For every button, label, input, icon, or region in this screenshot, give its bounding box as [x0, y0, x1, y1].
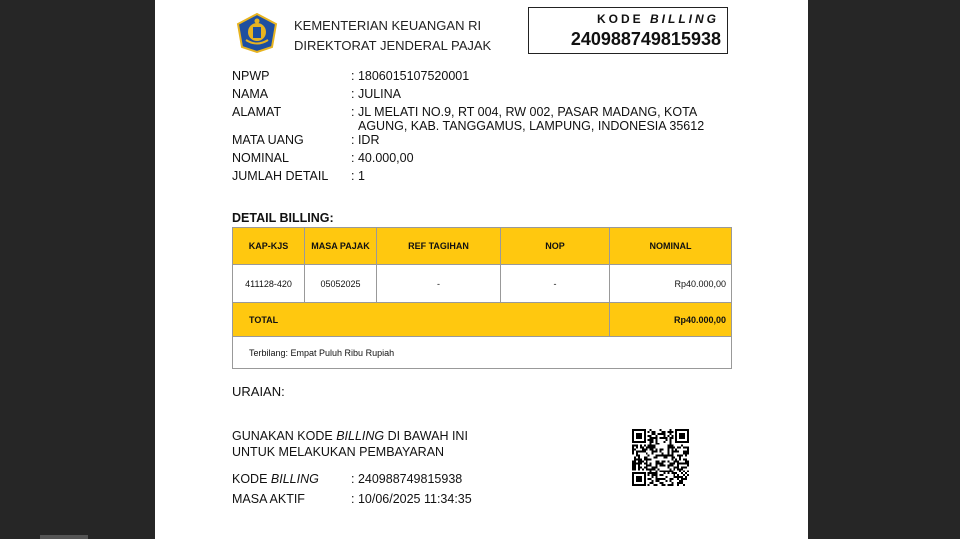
total-row [233, 303, 732, 337]
mata-uang-label: MATA UANG [232, 133, 304, 147]
kode-label-prefix: KODE [232, 472, 271, 486]
masa-aktif-value: : 10/06/2025 11:34:35 [351, 492, 472, 506]
cell-masa-pajak: 05052025 [305, 265, 377, 303]
cell-nop: - [501, 265, 610, 303]
uraian-label: URAIAN: [232, 384, 285, 399]
instruction-line2: UNTUK MELAKUKAN PEMBAYARAN [232, 445, 445, 459]
billing-code-value: 240988749815938 [570, 29, 721, 49]
nama-label: NAMA [232, 87, 269, 101]
npwp-label: NPWP [232, 69, 270, 83]
nominal-value: : 40.000,00 [351, 151, 414, 165]
ministry-heading [294, 16, 491, 56]
nama-value: : JULINA [351, 87, 402, 101]
col-nop: NOP [501, 228, 610, 265]
nominal-label: NOMINAL [232, 151, 289, 165]
instruction-line1 [232, 428, 468, 444]
total-value: Rp40.000,00 [610, 303, 732, 337]
detail-billing-table [232, 227, 732, 369]
alamat-value-line2: AGUNG, KAB. TANGGAMUS, LAMPUNG, INDONESIA 35612 [358, 119, 705, 133]
table-row [233, 265, 732, 303]
terbilang-text: Terbilang: Empat Puluh Ribu Rupiah [233, 337, 732, 369]
instruction-part1: GUNAKAN KODE [232, 429, 337, 443]
alamat-label: ALAMAT [232, 105, 282, 119]
viewer-scrollbar[interactable] [40, 535, 88, 539]
cell-kap-kjs: 411128-420 [233, 265, 305, 303]
kemenkeu-emblem-icon [236, 13, 278, 53]
masa-aktif-label: MASA AKTIF [232, 492, 305, 506]
billing-code-box [528, 7, 728, 54]
instruction-part2: DI BAWAH INI [384, 429, 468, 443]
total-label: TOTAL [233, 303, 610, 337]
col-masa-pajak: MASA PAJAK [305, 228, 377, 265]
jumlah-detail-label: JUMLAH DETAIL [232, 169, 329, 183]
col-nominal: NOMINAL [610, 228, 732, 265]
alamat-value-line1: : JL MELATI NO.9, RT 004, RW 002, PASAR MADANG, KOTA [351, 105, 698, 119]
ministry-name: KEMENTERIAN KEUANGAN RI [294, 18, 482, 33]
col-ref-tagihan: REF TAGIHAN [377, 228, 501, 265]
mata-uang-value: : IDR [351, 133, 380, 147]
billing-label-italic: BILLING [650, 12, 719, 26]
qr-code-icon [632, 429, 689, 486]
payment-instruction [232, 428, 468, 460]
col-kap-kjs: KAP-KJS [233, 228, 305, 265]
cell-nominal: Rp40.000,00 [610, 265, 732, 303]
jumlah-detail-value: : 1 [351, 169, 365, 183]
billing-label-prefix: KODE [596, 12, 650, 26]
billing-code-label [529, 12, 719, 26]
instruction-italic: BILLING [336, 429, 385, 443]
directorate-name: DIREKTORAT JENDERAL PAJAK [294, 38, 492, 53]
terbilang-row [233, 337, 732, 369]
npwp-value: : 1806015107520001 [351, 69, 470, 83]
kode-billing-label [232, 472, 319, 486]
kode-label-italic: BILLING [270, 472, 319, 486]
cell-ref-tagihan: - [377, 265, 501, 303]
detail-billing-title: DETAIL BILLING: [232, 211, 334, 225]
kode-billing-value: : 240988749815938 [351, 472, 463, 486]
table-header-row [233, 228, 732, 265]
